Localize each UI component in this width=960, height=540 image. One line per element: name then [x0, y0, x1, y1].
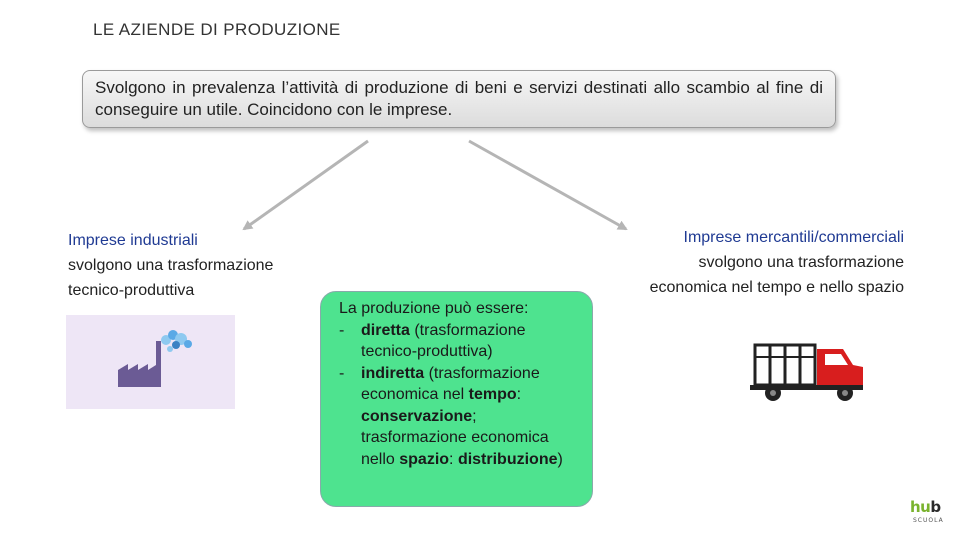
- slide-title: LE AZIENDE DI PRODUZIONE: [93, 20, 341, 39]
- direct-label: diretta: [361, 321, 410, 339]
- indirect-text-5: ): [557, 450, 563, 468]
- production-types-box: [320, 291, 593, 507]
- list-dash: -: [339, 364, 345, 382]
- industrial-heading: Imprese industriali: [68, 232, 198, 249]
- logo-word-right: b: [930, 498, 941, 516]
- indirect-text-2: :: [516, 386, 522, 403]
- factory-icon: [66, 315, 235, 409]
- arrow-right: [469, 141, 626, 229]
- indirect-text-4: :: [449, 450, 458, 468]
- arrow-left: [244, 141, 368, 229]
- commercial-line-2: economica nel tempo e nello spazio: [649, 279, 904, 296]
- hub-scuola-logo: [910, 500, 950, 530]
- factory-image: [66, 315, 235, 409]
- indirect-text-1: (trasformazione economica nel: [361, 364, 540, 403]
- indirect-tempo: tempo: [468, 386, 517, 403]
- direct-description: (trasformazione tecnico-produttiva): [361, 321, 526, 360]
- industrial-line-1: svolgono una trasformazione: [68, 257, 274, 274]
- production-intro: La produzione può essere:: [339, 300, 529, 317]
- production-item-indirect: [339, 363, 582, 471]
- logo-wordmark: [910, 500, 950, 515]
- indirect-conservazione: conservazione: [361, 407, 473, 425]
- definition-text: Svolgono in prevalenza l’attività di produzione di beni e servizi destinati allo scambio al fine di conseguire un utile. Coincidono con le imprese.: [95, 78, 823, 119]
- indirect-spazio: spazio: [399, 450, 450, 468]
- indirect-text-3: ; trasformazione economica nello: [361, 407, 549, 468]
- industrial-companies-block: [68, 228, 328, 303]
- logo-subtitle: SCUOLA: [913, 517, 944, 524]
- indirect-label: indiretta: [361, 364, 425, 382]
- logo-word-left: hu: [910, 498, 931, 516]
- production-item-direct: [339, 320, 582, 363]
- commercial-line-1: svolgono una trasformazione: [698, 254, 904, 271]
- truck-icon: [745, 335, 870, 405]
- industrial-line-2: tecnico-produttiva: [68, 282, 195, 299]
- list-dash: -: [339, 321, 345, 339]
- indirect-distribuzione: distribuzione: [457, 450, 558, 468]
- truck-image: [745, 335, 870, 405]
- commercial-heading: Imprese mercantili/commerciali: [683, 229, 904, 246]
- commercial-companies-block: [584, 225, 904, 300]
